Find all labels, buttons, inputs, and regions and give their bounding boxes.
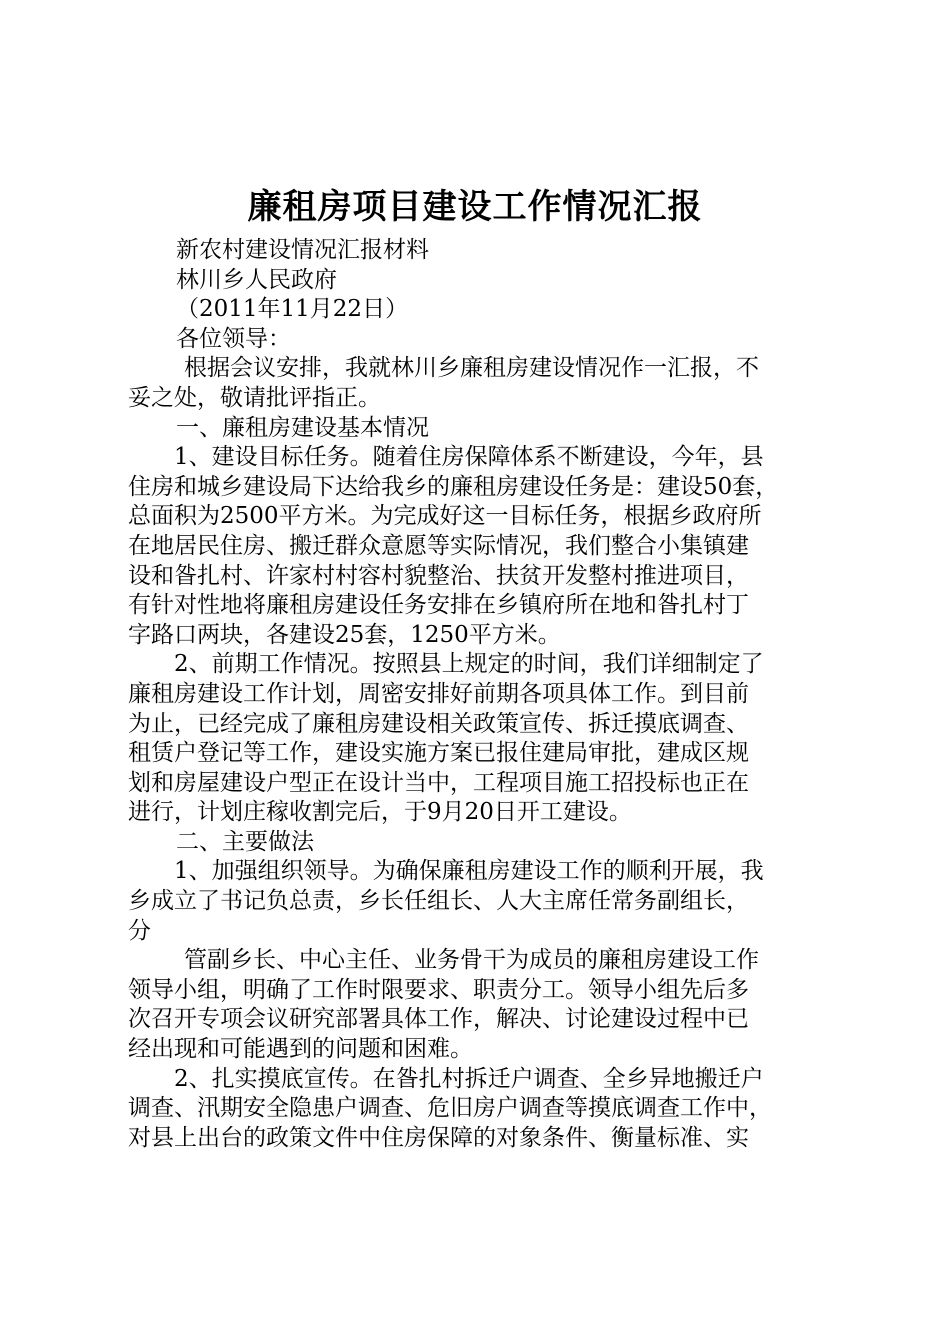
paragraph-line: 2、扎实摸底宣传。在昝扎村拆迁户调查、全乡异地搬迁户 xyxy=(174,1065,764,1092)
paragraph-line: 调查、汛期安全隐患户调查、危旧房户调查等摸底调查工作中， xyxy=(128,1095,772,1122)
paragraph-line: 领导小组，明确了工作时限要求、职责分工。领导小组先后多 xyxy=(128,976,749,1003)
paragraph-line: 设和昝扎村、许家村村容村貌整治、扶贫开发整村推进项目， xyxy=(128,562,749,589)
paragraph-line: 廉租房建设工作计划，周密安排好前期各项具体工作。到目前 xyxy=(128,680,749,707)
organization-line: 林川乡人民政府 xyxy=(176,266,337,293)
date-line: （2011年11月22日） xyxy=(176,296,409,323)
salutation-line: 各位领导： xyxy=(176,325,291,352)
paragraph-line: 字路口两块，各建设25套，1250平方米。 xyxy=(128,621,561,648)
paragraph-line: 妥之处，敬请批评指正。 xyxy=(128,384,381,411)
subtitle-line: 新农村建设情况汇报材料 xyxy=(176,237,429,263)
section-heading: 二、主要做法 xyxy=(176,828,314,855)
paragraph-line: 次召开专项会议研究部署具体工作，解决、讨论建设过程中已 xyxy=(128,1006,749,1033)
paragraph-line: 乡成立了书记负总责，乡长任组长、人大主席任常务副组长， xyxy=(128,888,749,915)
paragraph-line: 总面积为2500平方米。为完成好这一目标任务，根据乡政府所 xyxy=(128,503,762,530)
paragraph-line: 划和房屋建设户型正在设计当中，工程项目施工招投标也正在 xyxy=(128,769,749,796)
paragraph-line: 住房和城乡建设局下达给我乡的廉租房建设任务是：建设50套， xyxy=(128,473,779,500)
paragraph-line: 2、前期工作情况。按照县上规定的时间，我们详细制定了 xyxy=(174,651,764,678)
document-body xyxy=(128,236,832,1153)
paragraph-line: 在地居民住房、搬迁群众意愿等实际情况，我们整合小集镇建 xyxy=(128,532,749,559)
paragraph-line: 1、建设目标任务。随着住房保障体系不断建设，今年，县 xyxy=(174,444,764,471)
paragraph-line: 租赁户登记等工作，建设实施方案已报住建局审批，建成区规 xyxy=(128,740,749,767)
paragraph-line: 分 xyxy=(128,917,151,944)
paragraph-line: 为止，已经完成了廉租房建设相关政策宣传、拆迁摸底调查、 xyxy=(128,710,749,737)
paragraph-line: 经出现和可能遇到的问题和困难。 xyxy=(128,1036,473,1063)
paragraph-line: 管副乡长、中心主任、业务骨干为成员的廉租房建设工作 xyxy=(184,947,759,974)
document-title: 廉租房项目建设工作情况汇报 xyxy=(247,187,703,227)
section-heading: 一、廉租房建设基本情况 xyxy=(176,414,429,441)
paragraph-line: 对县上出台的政策文件中住房保障的对象条件、衡量标准、实 xyxy=(128,1124,749,1151)
paragraph-line: 有针对性地将廉租房建设任务安排在乡镇府所在地和昝扎村丁 xyxy=(128,592,749,619)
paragraph-line: 进行，计划庄稼收割完后，于9月20日开工建设。 xyxy=(128,799,632,826)
paragraph-line: 根据会议安排，我就林川乡廉租房建设情况作一汇报，不 xyxy=(184,355,759,382)
paragraph-line: 1、加强组织领导。为确保廉租房建设工作的顺利开展，我 xyxy=(174,858,764,885)
